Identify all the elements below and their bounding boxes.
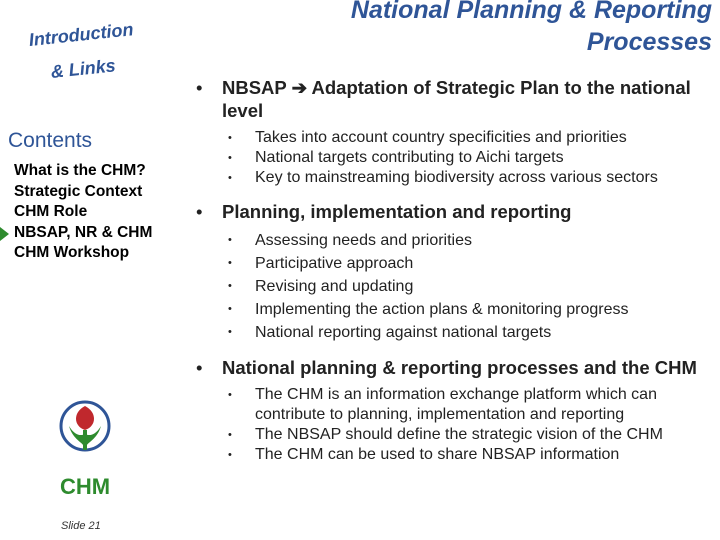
list-item: • Key to mainstreaming biodiversity across various sectors: [228, 169, 658, 186]
contents-nav: [14, 161, 152, 264]
slide-number: Slide 21: [61, 520, 101, 532]
list-item: • Takes into account country specificities and priorities: [228, 129, 627, 146]
list-item: • The CHM is an information exchange platform which can contribute to planning, implementation and reporting: [228, 386, 657, 423]
slide-title-line1: National Planning & Reporting: [350, 0, 712, 24]
list-item: • National targets contributing to Aichi targets: [228, 149, 564, 166]
list-item: • The NBSAP should define the strategic vision of the CHM: [228, 426, 663, 443]
section-heading: • Planning, implementation and reporting: [190, 200, 715, 223]
intro-links-badge[interactable]: [27, 19, 190, 92]
contents-item-what-is-chm[interactable]: What is the CHM?: [14, 162, 146, 179]
section-heading: • NBSAP ➔ Adaptation of Strategic Plan to the national level: [190, 76, 715, 122]
chm-logo-icon: [55, 396, 115, 496]
contents-item-nbsap-nr-chm[interactable]: NBSAP, NR & CHM: [14, 223, 153, 241]
intro-line1: Introduction: [27, 19, 135, 51]
list-item: • Participative approach: [228, 255, 414, 272]
slide-title-line2: Processes: [586, 28, 712, 56]
section-heading: • National planning & reporting processes and the CHM: [190, 356, 715, 379]
list-item: • Assessing needs and priorities: [228, 232, 473, 249]
list-item: • Implementing the action plans & monitoring progress: [228, 301, 629, 318]
current-section-marker-icon: [0, 227, 9, 241]
intro-line2: & Links: [49, 55, 117, 83]
main-content: [190, 76, 715, 465]
contents-item-chm-workshop[interactable]: CHM Workshop: [14, 244, 130, 261]
contents-item-strategic-context[interactable]: Strategic Context: [14, 182, 143, 200]
list-item: • The CHM can be used to share NBSAP information: [228, 446, 620, 463]
list-item: • National reporting against national targets: [228, 324, 552, 341]
chm-logo-text: CHM: [59, 474, 111, 496]
contents-heading: Contents: [8, 129, 93, 152]
contents-item-chm-role[interactable]: CHM Role: [14, 203, 88, 220]
list-item: • Revising and updating: [228, 278, 414, 295]
slide-title: [272, 0, 712, 58]
